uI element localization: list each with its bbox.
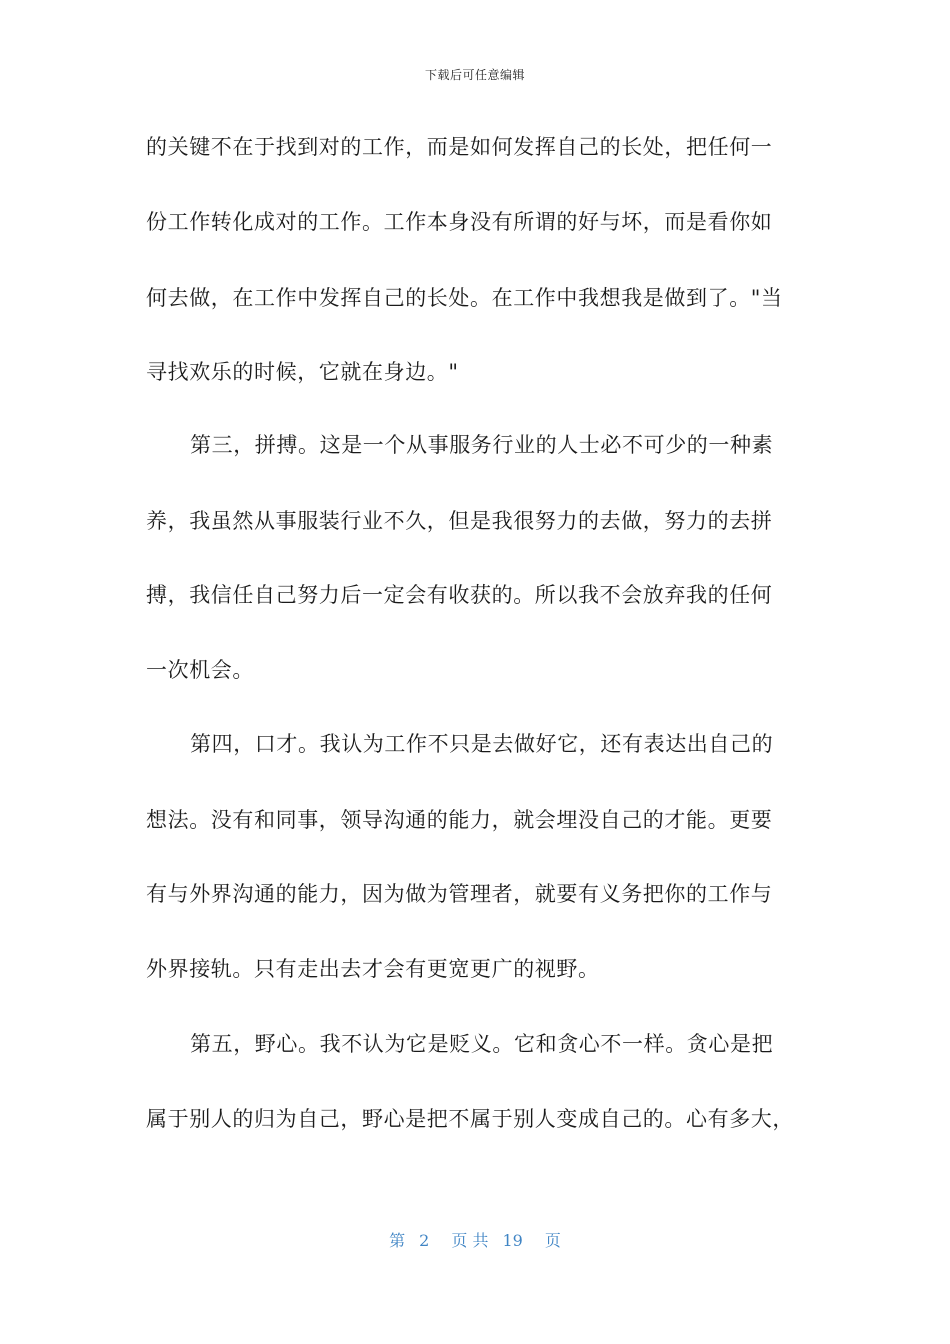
text-line: 养，我虽然从事服装行业不久，但是我很努力的去做，努力的去拼 — [146, 509, 773, 533]
footer-page-number: 2 — [419, 1231, 430, 1250]
text-line: 外界接轨。只有走出去才会有更宽更广的视野。 — [146, 957, 600, 981]
text-line: 的关键不在于找到对的工作，而是如何发挥自己的长处，把任何一 — [146, 135, 773, 159]
text-line: 想法。没有和同事，领导沟通的能力，就会埋没自己的才能。更要 — [146, 808, 773, 832]
footer-suffix: 页 — [544, 1231, 561, 1250]
paragraph-start-line: 第五，野心。我不认为它是贬义。它和贪心不一样。贪心是把 — [190, 1032, 774, 1056]
text-line: 搏，我信任自己努力后一定会有收获的。所以我不会放弃我的任何 — [146, 583, 773, 607]
paragraph-start-line: 第三，拼搏。这是一个从事服务行业的人士必不可少的一种素 — [190, 433, 774, 457]
text-line: 寻找欢乐的时候，它就在身边。" — [146, 360, 459, 384]
footer-total-pages: 19 — [502, 1231, 523, 1250]
paragraph-start-line: 第四，口才。我认为工作不只是去做好它，还有表达出自己的 — [190, 732, 774, 756]
text-line: 属于别人的归为自己，野心是把不属于别人变成自己的。心有多大， — [146, 1107, 794, 1131]
header-note: 下载后可任意编辑 — [424, 68, 525, 82]
page-footer — [0, 1228, 950, 1251]
text-line: 有与外界沟通的能力，因为做为管理者，就要有义务把你的工作与 — [146, 882, 773, 906]
text-line: 何去做，在工作中发挥自己的长处。在工作中我想我是做到了。"当 — [146, 286, 783, 310]
text-line: 一次机会。 — [146, 658, 254, 682]
footer-prefix: 第 — [389, 1231, 406, 1250]
footer-middle: 页 共 — [451, 1231, 489, 1250]
text-line: 份工作转化成对的工作。工作本身没有所谓的好与坏，而是看你如 — [146, 210, 773, 234]
